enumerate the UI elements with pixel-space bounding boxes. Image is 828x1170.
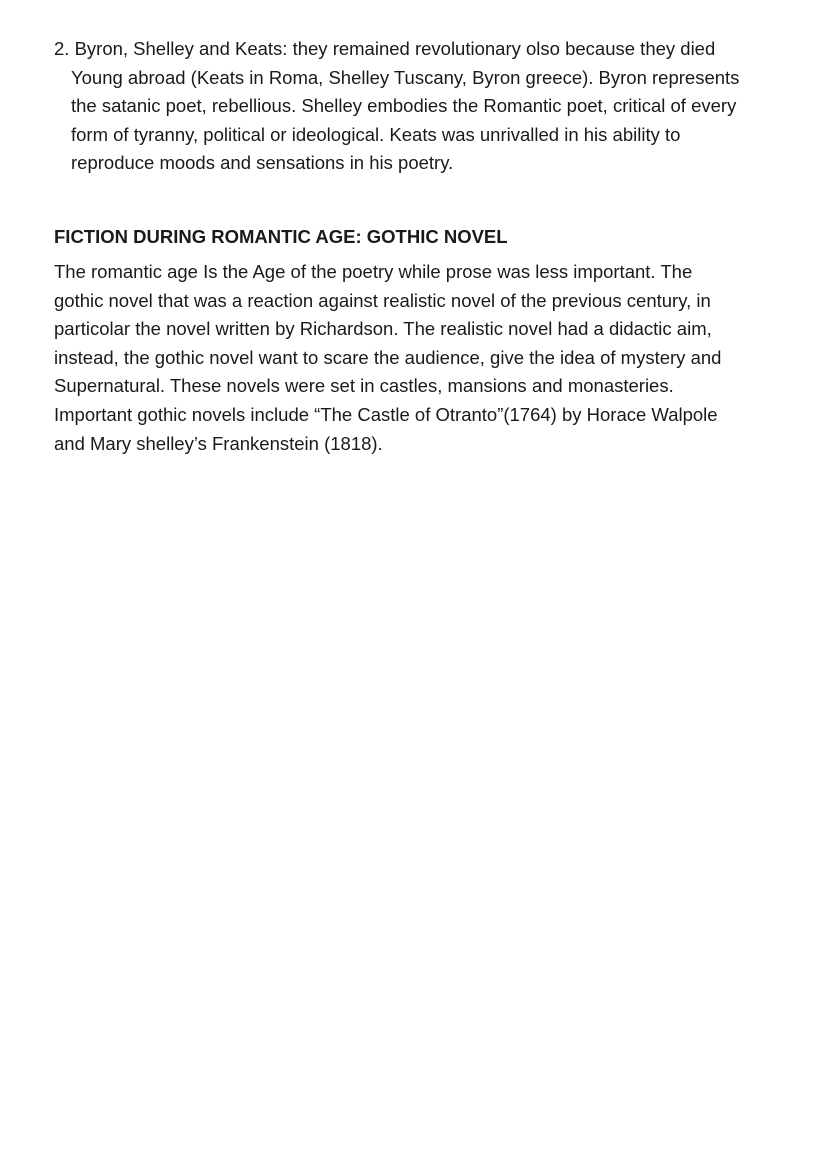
section-heading: FICTION DURING ROMANTIC AGE: GOTHIC NOVEL (54, 226, 508, 247)
list-item-line: 2. Byron, Shelley and Keats: they remained revolutionary olso because they died (54, 38, 716, 59)
list-item-line: the satanic poet, rebellious. Shelley embodies the Romantic poet, critical of every (71, 95, 737, 117)
paragraph-line: The romantic age Is the Age of the poetry while prose was less important. The (54, 261, 693, 282)
list-item-line: reproduce moods and sensations in his poetry. (71, 152, 454, 174)
paragraph-line: particolar the novel written by Richardson. The realistic novel had a didactic aim, (54, 318, 712, 340)
paragraph-line: Supernatural. These novels were set in castles, mansions and monasteries. (54, 375, 674, 397)
list-item-byron-shelley-keats (54, 35, 739, 178)
paragraph-line: gothic novel that was a reaction against realistic novel of the previous century, in (54, 289, 711, 311)
paragraph-line: and Mary shelley’s Frankenstein (1818). (54, 432, 383, 454)
section-paragraph (54, 258, 721, 458)
list-item-line: Young abroad (Keats in Roma, Shelley Tuscany, Byron greece). Byron represents (71, 66, 740, 88)
paragraph-line: Important gothic novels include “The Castle of Otranto”(1764) by Horace Walpole (54, 403, 718, 425)
list-item-line: form of tyranny, political or ideological. Keats was unrivalled in his ability to (71, 123, 681, 145)
paragraph-line: instead, the gothic novel want to scare the audience, give the idea of mystery and (54, 346, 722, 368)
